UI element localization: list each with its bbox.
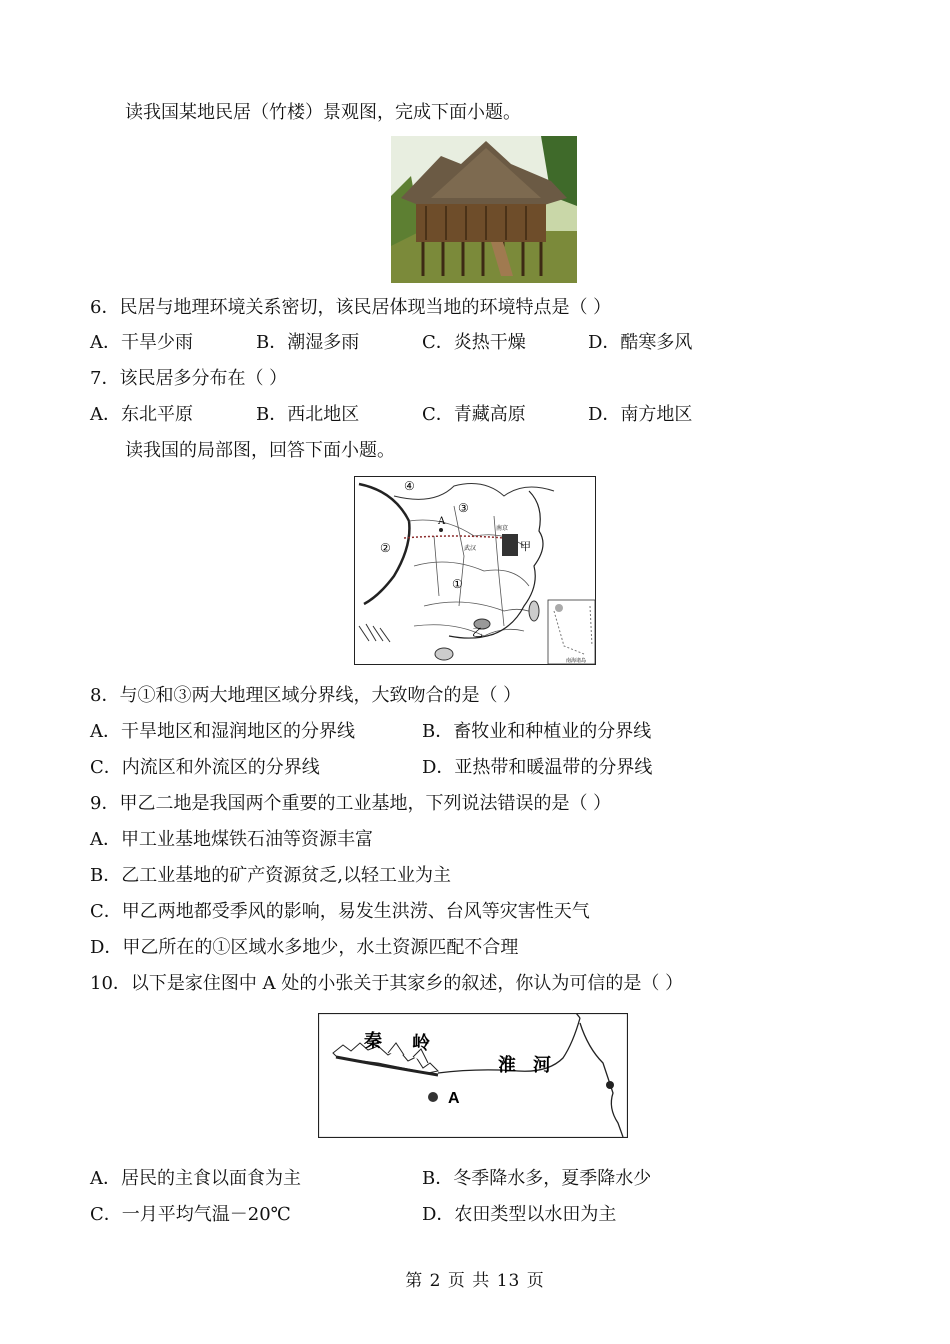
qinling-huaihe-map: [318, 1013, 628, 1138]
q6-option-c: C．炎热干燥: [422, 332, 526, 353]
question-10-stem: 10．以下是家住图中 A 处的小张关于其家乡的叙述，你认为可信的是（ ）: [90, 973, 684, 994]
q9-option-d: D．甲乙所在的①区域水多地少，水土资源匹配不合理: [90, 937, 519, 958]
intro-text-1: 读我国某地民居（竹楼）景观图，完成下面小题。: [125, 102, 521, 123]
q10-option-d: D．农田类型以水田为主: [422, 1204, 617, 1225]
question-8-stem: 8．与①和③两大地理区域分界线，大致吻合的是（ ）: [90, 685, 522, 706]
q10-option-a: A．居民的主食以面食为主: [90, 1168, 301, 1189]
q7-option-d: D．南方地区: [588, 404, 693, 425]
map-label-jia: 甲: [520, 540, 531, 553]
q6-option-d: D．酷寒多风: [588, 332, 693, 353]
q10-option-b: B．冬季降水多，夏季降水少: [422, 1168, 652, 1189]
q8-option-c: C．内流区和外流区的分界线: [90, 757, 320, 778]
question-9-stem: 9．甲乙二地是我国两个重要的工业基地，下列说法错误的是（ ）: [90, 793, 612, 814]
map-label-yi: 乙: [472, 626, 483, 639]
q7-option-c: C．青藏高原: [422, 404, 526, 425]
q9-option-a: A．甲工业基地煤铁石油等资源丰富: [90, 829, 373, 850]
china-region-map: [354, 476, 596, 665]
map-label-4: ④: [404, 479, 415, 493]
page-footer: 第 2 页 共 13 页: [405, 1271, 545, 1291]
map-label-wuhan: 武汉: [464, 545, 477, 552]
q9-option-c: C．甲乙两地都受季风的影响，易发生洪涝、台风等灾害性天气: [90, 901, 590, 922]
q8-option-b: B．畜牧业和种植业的分界线: [422, 721, 652, 742]
question-7-stem: 7．该民居多分布在（ ）: [90, 368, 288, 389]
bamboo-house-photo: [391, 136, 577, 283]
map2-label-huai: 淮: [498, 1055, 516, 1075]
question-6-stem: 6．民居与地理环境关系密切，该民居体现当地的环境特点是（ ）: [90, 297, 612, 318]
map2-label-ling: 岭: [412, 1033, 430, 1053]
map-label-a: A: [438, 516, 446, 527]
map-label-1: ①: [452, 577, 463, 591]
q7-option-a: A．东北平原: [90, 404, 193, 425]
map2-label-a: A: [448, 1090, 460, 1107]
map-label-3: ③: [458, 501, 469, 515]
intro-text-2: 读我国的局部图，回答下面小题。: [125, 440, 395, 461]
q8-option-d: D．亚热带和暖温带的分界线: [422, 757, 653, 778]
q10-option-c: C．一月平均气温－20℃: [90, 1204, 291, 1225]
map-label-nanjing: 南京: [496, 525, 509, 532]
map2-label-qin: 秦: [364, 1031, 382, 1051]
q7-option-b: B．西北地区: [256, 404, 360, 425]
map-label-south-sea: 南海诸岛: [566, 658, 587, 664]
q6-option-b: B．潮湿多雨: [256, 332, 360, 353]
map-label-2: ②: [380, 541, 391, 555]
q6-option-a: A．干旱少雨: [90, 332, 193, 353]
q8-option-a: A．干旱地区和湿润地区的分界线: [90, 721, 355, 742]
map2-label-he: 河: [533, 1055, 551, 1075]
q9-option-b: B．乙工业基地的矿产资源贫乏,以轻工业为主: [90, 865, 451, 886]
